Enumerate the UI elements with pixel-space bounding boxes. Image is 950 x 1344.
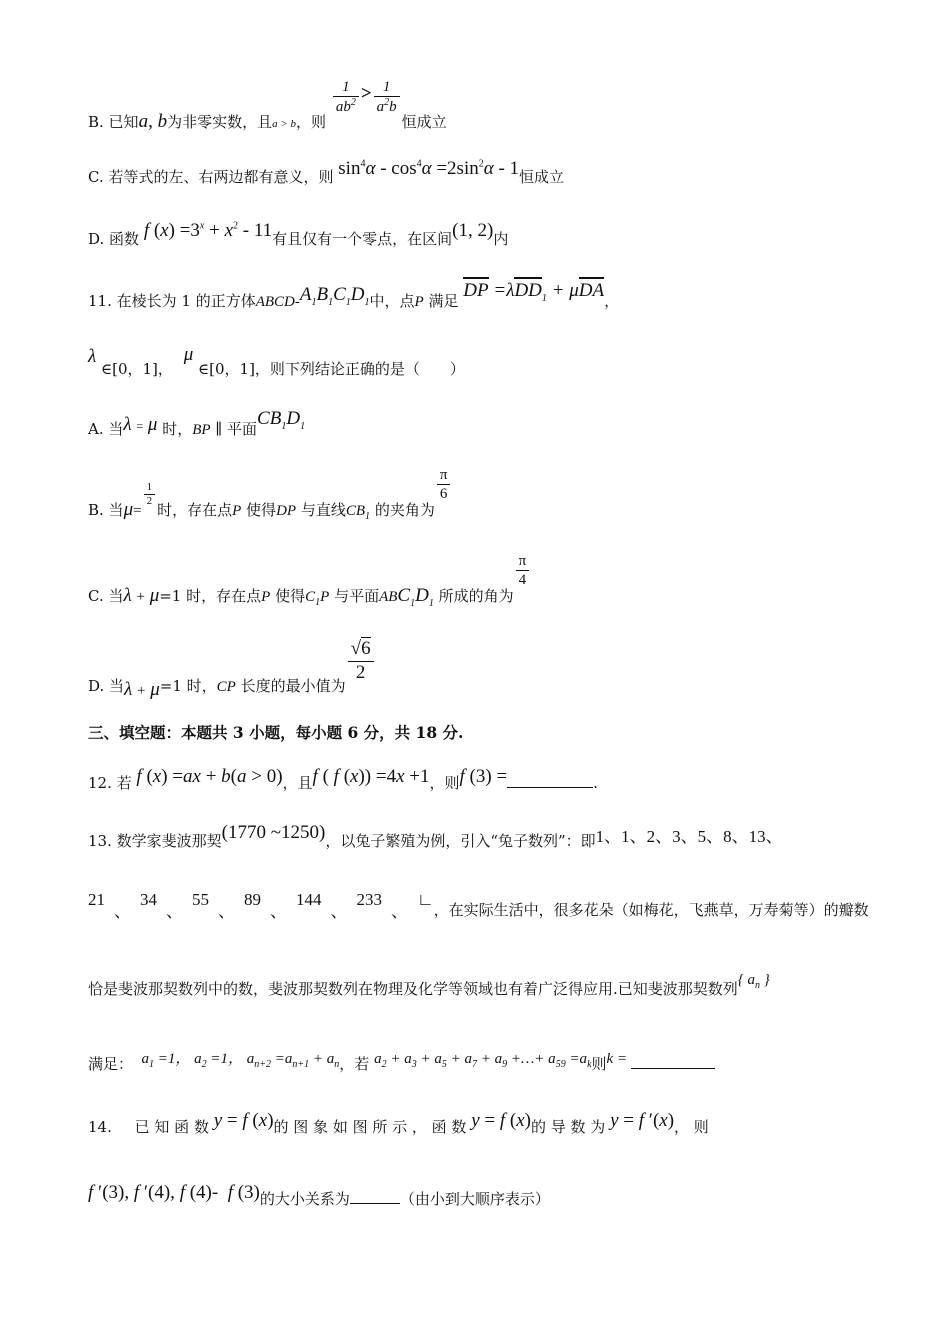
q12-end: . xyxy=(593,774,598,792)
q12-number: 12. 若 xyxy=(88,774,132,792)
math-y-fprime: y = f ′(x) xyxy=(610,1110,675,1131)
q11-line2: ∈[0，1]， xyxy=(101,360,173,378)
math-mu-half: μ xyxy=(123,498,134,520)
q13-text5: ，若 xyxy=(339,1055,370,1073)
q13-text6: 则 xyxy=(591,1055,607,1073)
math-plane-cb1d1: $CB_1D_1$ xyxy=(257,408,306,432)
answer-blank-13[interactable] xyxy=(631,1054,715,1069)
q13-text2: ，在实际生活中，很多花朵（如梅花，飞燕草，万寿菊等）的瓣数 xyxy=(433,901,869,919)
q13-text1: ，以兔子繁殖为例，引入“兔子数列”：即 xyxy=(325,832,596,850)
q13-text4: 满足： xyxy=(88,1055,134,1073)
option-11c-text1: =1 时，存在点 xyxy=(159,586,262,605)
option-11b-text2: 使得 xyxy=(246,500,277,519)
math-cube: ABCD- xyxy=(255,294,300,310)
q14-text3: 的 导 数 为 xyxy=(531,1118,606,1136)
option-10d-label: D. 函数 xyxy=(88,230,140,248)
option-11d-text1: =1 时， xyxy=(159,677,217,696)
fraction-sqrt6-2: $\frac{√6}{2}$ xyxy=(348,638,374,685)
math-ab: a, b xyxy=(138,111,168,132)
math-derivative-compare: f ′(3), f ′(4), f (4)- f (3) xyxy=(88,1182,260,1203)
math-plane-abc1d1: $ABC_1D_1$ xyxy=(379,584,434,609)
option-10b xyxy=(88,76,862,132)
q14-text2: 的 图 象 如 图 所 示 ， 函 数 xyxy=(273,1118,467,1136)
q12-text2: ，则 xyxy=(429,774,460,792)
q14-text1: 已 知 函 数 xyxy=(134,1118,209,1136)
option-10b-text3: 恒成立 xyxy=(401,113,447,131)
q14-text4: ， 则 xyxy=(674,1118,709,1136)
question-14-line2 xyxy=(88,1182,862,1211)
option-11b: B. 当μ= $\frac{1}{2}$ 时，存在点P 使得DP 与直线$CB_1$ 的夹角为 $\frac{\pi}{6}$ xyxy=(88,466,862,516)
question-13-line1 xyxy=(88,822,862,853)
question-12 xyxy=(88,766,862,795)
math-line-cb1: $CB_1$ xyxy=(345,502,371,522)
q11-number: 11. 在棱长为 1 的正方体 xyxy=(88,292,256,310)
math-gt: > xyxy=(360,83,372,104)
fraction-pi-6: $\frac{\pi}{6}$ xyxy=(437,466,451,503)
math-lambda-plus-mu-d: λ + μ xyxy=(124,679,160,701)
question-13-line3 xyxy=(88,972,862,1002)
answer-blank-12[interactable] xyxy=(507,773,593,788)
answer-blank-14[interactable] xyxy=(350,1189,400,1204)
math-fx-def: f $(x) =3^x + x^2 - 11$ xyxy=(143,220,273,241)
math-a-gt-b: a > b xyxy=(272,118,297,130)
option-11a: A. 当λ = μ 时，BP ∥ 平面$CB_1D_1$ xyxy=(88,408,306,438)
math-lambda-plus-mu: λ + μ xyxy=(123,584,160,606)
fraction-one-half: $\frac{1}{2}$ xyxy=(144,481,156,508)
math-lambda-eq-mu: λ = μ xyxy=(123,414,158,435)
option-11a-text1: 时， xyxy=(162,420,193,438)
math-y-fx-2: y = f (x) xyxy=(471,1110,531,1131)
option-11c: C. 当λ + μ=1 时，存在点P 使得$C_1P$ 与平面$ABC_1D_1$ 所成的角为 $\frac{\pi}{4}$ xyxy=(88,552,862,602)
q13-number: 13. 数学家斐波那契 xyxy=(88,832,222,850)
math-mu: μ xyxy=(183,344,194,365)
option-11d-label: D. 当 xyxy=(88,677,125,696)
fraction-pi-4: $\frac{\pi}{4}$ xyxy=(516,552,530,589)
option-10d-mid: 有且仅有一个零点，在区间 xyxy=(272,230,453,248)
option-11b-text4: 的夹角为 xyxy=(374,500,435,519)
fraction-1-ab2: $\frac{1}{ab^2}$ xyxy=(333,78,359,116)
option-11a-label: A. 当 xyxy=(88,420,124,438)
q12-text1: ，且 xyxy=(282,774,313,792)
option-10c-tail: 恒成立 xyxy=(519,168,565,186)
q13-seq1: 1、1、2、3、5、8、13、 xyxy=(595,827,783,846)
option-11a-text2: ∥ 平面 xyxy=(215,420,258,438)
section-3-heading: 三、填空题：本题共 3 小题，每小题 6 分，共 18 分. xyxy=(88,723,464,742)
math-k: k = xyxy=(606,1051,631,1067)
option-11c-label: C. 当 xyxy=(88,586,124,605)
q11-line2b: ∈[0，1]，则下列结论正确的是（ ） xyxy=(198,360,465,378)
question-13-line4 xyxy=(88,1051,862,1077)
option-11b-label: B. 当 xyxy=(88,500,124,519)
math-ffx: f ( f (x)) =4x +1 xyxy=(312,766,430,787)
math-interval-1-2: (1, 2) xyxy=(452,220,494,241)
math-f3: f (3) = xyxy=(459,766,508,787)
question-11-stem: 11. 在棱长为 1 的正方体ABCD-$A_1B_1C_1D_1$中，点P 满足 DP =λDD$_1$ + μDA， xyxy=(88,280,620,310)
question-13-line2 xyxy=(88,890,869,932)
math-c1p: $C_1P$ xyxy=(305,588,330,608)
math-fib-sum: $a_2 + a_3 + a_5 + a_7 + a_9$ +…+ $a_{59} =a_k$ xyxy=(374,1051,592,1070)
option-10d-tail: 内 xyxy=(493,230,509,248)
q11-text1: 中，点 xyxy=(369,292,415,310)
option-11c-text2: 使得 xyxy=(275,586,306,605)
fraction-1-a2b: $\frac{1}{a^2b}$ xyxy=(374,78,400,116)
q14-text6: （由小到大顺序表示） xyxy=(399,1190,550,1208)
option-11b-text3: 与直线 xyxy=(300,500,346,519)
option-11c-text4: 所成的角为 xyxy=(438,586,514,605)
option-10b-text1: 为非零实数，且 xyxy=(167,113,273,131)
q13-text3: 恰是斐波那契数列中的数，斐波那契数列在物理及化学等领域也有着广泛得应用.已知斐波那契数列 xyxy=(88,980,738,998)
math-lambda: λ xyxy=(88,346,97,367)
option-11d-text2: 长度的最小值为 xyxy=(240,677,346,696)
q13-seq2: 21、34、55、89、144、233、∟ xyxy=(88,890,434,921)
option-11c-text3: 与平面 xyxy=(334,586,380,605)
option-10b-label: B. 已知 xyxy=(88,113,139,131)
q14-text5: 的大小关系为 xyxy=(259,1190,350,1208)
math-y-fx: y = f (x) xyxy=(213,1110,274,1131)
question-11-line2 xyxy=(88,344,862,381)
q11-text2: 满足 xyxy=(428,292,459,310)
option-10b-text2: ，则 xyxy=(296,113,327,131)
option-10d xyxy=(88,220,862,251)
option-11d: D. 当λ + μ=1 时，CP 长度的最小值为 $\frac{√6}{2}$ xyxy=(88,638,862,690)
option-11b-text1: 时，存在点 xyxy=(157,500,233,519)
option-10c-label: C. 若等式的左、右两边都有意义，则 xyxy=(88,168,334,186)
math-cube-top: $A_1B_1C_1D_1$ xyxy=(299,284,370,308)
math-vector-eq: DP =λDD$_1$ + μDA xyxy=(463,280,605,304)
math-fx-linear: f (x) =ax + b(a > 0) xyxy=(136,766,283,787)
math-trig-identity: $\sin^4\alpha - \cos^4\alpha =2\sin^2\alpha - 1$ xyxy=(338,158,520,179)
question-14-line1 xyxy=(88,1110,862,1139)
option-10c xyxy=(88,158,862,189)
math-seq-an: { $a_n$ } xyxy=(737,972,770,991)
q14-number: 14. xyxy=(88,1118,112,1136)
q13-years: (1770 ~1250) xyxy=(221,822,326,843)
math-fib-def: $a_1 =1$， $a_2 =1$， $a_{n+2} =a_{n+1} + a_n$ xyxy=(137,1051,340,1070)
